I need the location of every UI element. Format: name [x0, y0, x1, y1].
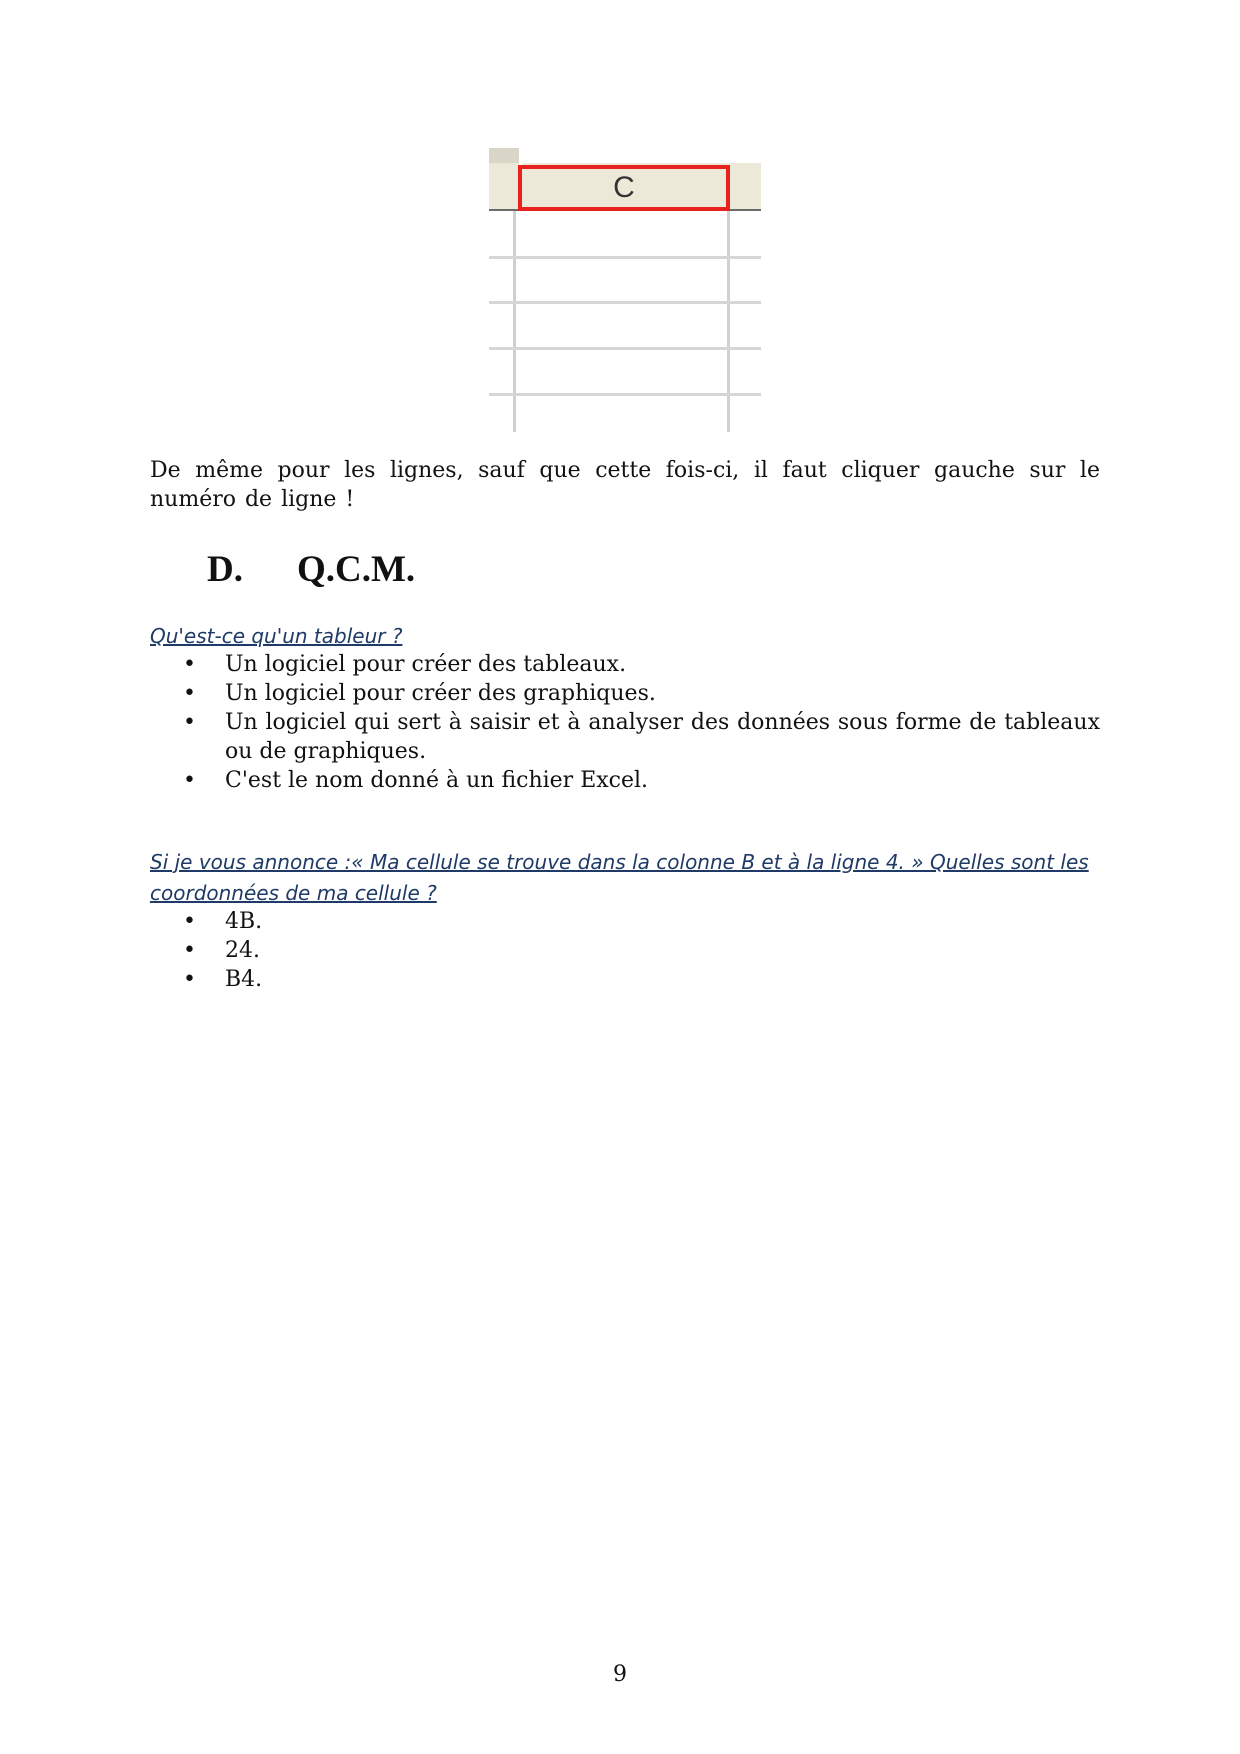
section-title: Q.C.M. [297, 549, 416, 590]
grid-horizontal-line [489, 301, 761, 304]
sheet-corner [489, 148, 521, 163]
grid-vertical-line [513, 211, 516, 432]
answer-option[interactable]: • C'est le nom donné à un fichier Excel. [183, 768, 649, 793]
bullet-icon: • [183, 681, 196, 706]
question-1-options [150, 650, 1100, 795]
answer-option[interactable]: • Un logiciel pour créer des tableaux. [183, 652, 627, 677]
page-number: 9 [613, 1662, 627, 1687]
answer-option[interactable]: • 4B. [183, 909, 263, 934]
bullet-icon: • [183, 710, 196, 735]
grid-horizontal-line [489, 347, 761, 350]
bullet-icon: • [183, 909, 196, 934]
column-header-c[interactable]: C [518, 165, 730, 211]
grid-horizontal-line [489, 393, 761, 396]
bullet-icon: • [183, 967, 196, 992]
question-2-options [150, 907, 1100, 994]
bullet-icon: • [183, 938, 196, 963]
bullet-icon: • [183, 768, 196, 793]
section-letter: D. [207, 549, 243, 590]
grid-horizontal-line [489, 256, 761, 259]
grid-vertical-line [727, 211, 730, 432]
answer-option[interactable]: • Un logiciel pour créer des graphiques. [183, 681, 656, 706]
intro-paragraph: De même pour les lignes, sauf que cette fois-ci, il faut cliquer gauche sur le numéro de ligne ! [150, 458, 1100, 512]
spreadsheet-excerpt [489, 148, 761, 432]
bullet-icon: • [183, 652, 196, 677]
question-1-prompt: Qu'est-ce qu'un tableur ? [150, 624, 403, 648]
answer-option[interactable]: • 24. [183, 938, 260, 963]
answer-option[interactable]: • Un logiciel qui sert à saisir et à analyser des données sous forme de tableaux ou de graphiques. [183, 710, 1100, 764]
question-2-prompt: Si je vous annonce :« Ma cellule se trouve dans la colonne B et à la ligne 4. » Quelles sont les coordonnées de ma cellule ? [150, 850, 1089, 905]
answer-option[interactable]: • B4. [183, 967, 263, 992]
